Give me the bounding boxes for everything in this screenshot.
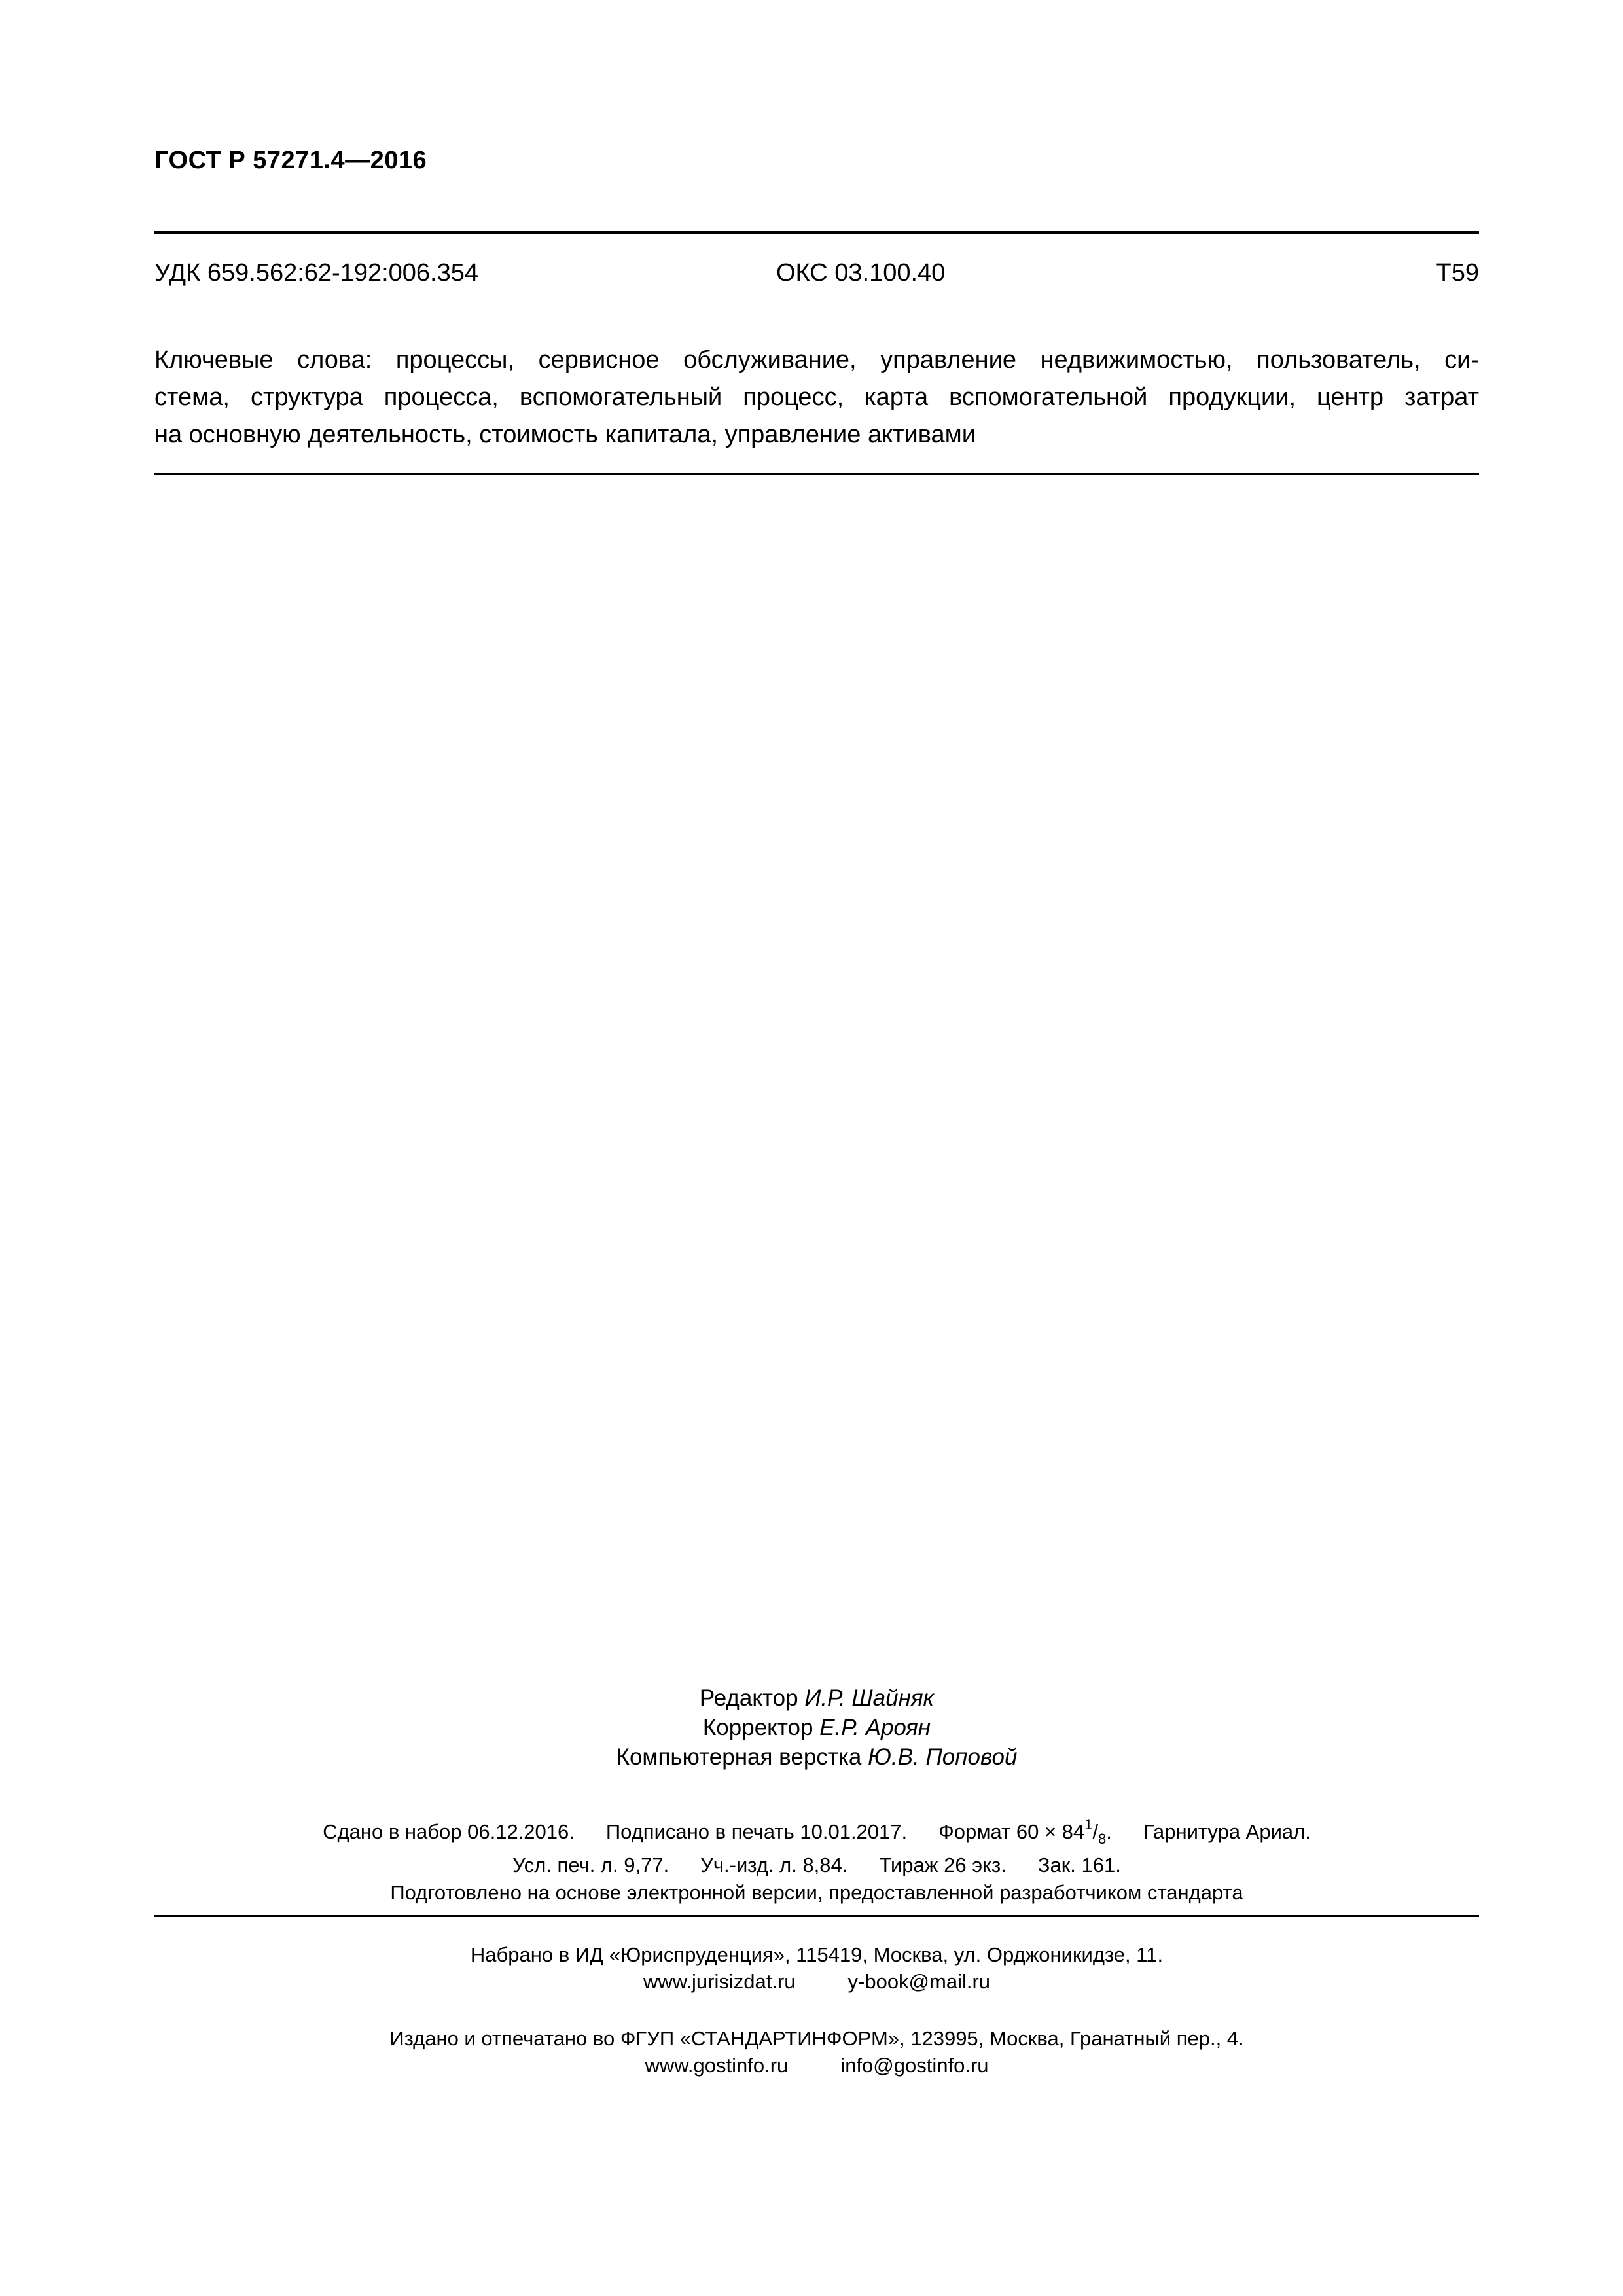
published-contacts xyxy=(154,2052,1479,2079)
standard-designation: ГОСТ Р 57271.4—2016 xyxy=(154,147,427,174)
typeface: Гарнитура Ариал. xyxy=(1143,1820,1311,1843)
typeset-address: Набрано в ИД «Юриспруденция», 115419, Москва, ул. Орджоникидзе, 11. xyxy=(470,1943,1164,1966)
keywords-line-1: Ключевые слова: процессы, сервисное обслуживание, управление недвижимостью, пользователь, си- xyxy=(154,346,1479,374)
imprint-rule xyxy=(154,1915,1479,1917)
published-website-link[interactable]: www.gostinfo.ru xyxy=(645,2054,789,2077)
keywords-line-2: стема, структура процесса, вспомогательный процесс, карта вспомогательной продукции, центр затрат xyxy=(154,384,1479,411)
prepared-note: Подготовлено на основе электронной версии, предоставленной разработчиком стандарта xyxy=(390,1881,1243,1904)
corrector-name: Е.Р. Ароян xyxy=(819,1715,931,1740)
published-email-link[interactable]: info@gostinfo.ru xyxy=(840,2054,989,2077)
print-info-line-2 xyxy=(154,1852,1479,1878)
print-run: Тираж 26 экз. xyxy=(879,1854,1007,1876)
submitted-date: Сдано в набор 06.12.2016. xyxy=(323,1820,575,1843)
signed-date: Подписано в печать 10.01.2017. xyxy=(605,1820,908,1843)
editor-line xyxy=(154,1683,1479,1713)
corrector-label: Корректор xyxy=(702,1715,813,1740)
published-block xyxy=(154,2025,1479,2079)
typeset-contacts xyxy=(154,1968,1479,1995)
keywords-block xyxy=(154,342,1479,454)
header-rule xyxy=(154,231,1479,234)
typeset-block xyxy=(154,1941,1479,1995)
credits-block xyxy=(154,1683,1479,1772)
layout-line xyxy=(154,1742,1479,1772)
classification-row xyxy=(154,259,1479,298)
layout-label: Компьютерная верстка xyxy=(616,1744,862,1770)
t-code: Т59 xyxy=(1436,259,1479,287)
editor-label: Редактор xyxy=(699,1685,798,1711)
oks-code: ОКС 03.100.40 xyxy=(776,259,946,287)
print-info-line-1 xyxy=(154,1812,1479,1852)
publisher-sheets: Уч.-изд. л. 8,84. xyxy=(700,1854,848,1876)
paper-format: Формат $60 \times 84^1/_8$. xyxy=(938,1816,1112,1847)
keywords-line-3: на основную деятельность, стоимость капитала, управление активами xyxy=(154,421,976,448)
order-number: Зак. 161. xyxy=(1037,1854,1121,1876)
typeset-website-link[interactable]: www.jurisizdat.ru xyxy=(643,1970,796,1993)
layout-name: Ю.В. Поповой xyxy=(868,1744,1018,1770)
published-address: Издано и отпечатано во ФГУП «СТАНДАРТИНФОРМ», 123995, Москва, Гранатный пер., 4. xyxy=(389,2027,1244,2050)
udk-code: УДК 659.562:62-192:006.354 xyxy=(154,259,479,287)
editor-name: И.Р. Шайняк xyxy=(804,1685,935,1711)
print-sheets: Усл. печ. л. 9,77. xyxy=(512,1854,669,1876)
print-info-block xyxy=(154,1812,1479,1878)
corrector-line xyxy=(154,1713,1479,1742)
keywords-rule xyxy=(154,473,1479,475)
typeset-email-link[interactable]: y-book@mail.ru xyxy=(847,1970,991,1993)
